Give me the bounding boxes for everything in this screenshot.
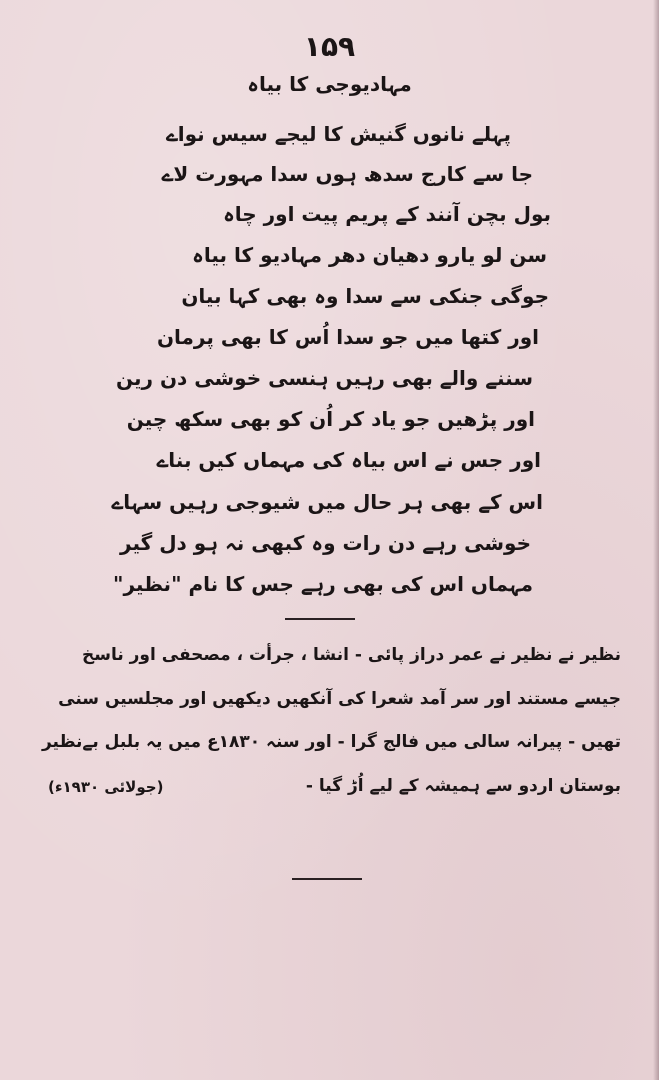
poem-line: خوشی رہے دن رات وہ کبھی نہ ہو دل گیر: [120, 531, 531, 555]
poem-line: سن لو یارو دھیان دھر مہادیو کا بیاہ: [192, 243, 547, 267]
poem-line: جوگی جنکی سے سدا وہ بھی کہا بیان: [181, 284, 549, 308]
note-line: تھیں - پیرانہ سالی میں فالج گرا - اور سنہ ۱۸۳۰ع میں یہ بلبل بےنظیر: [41, 732, 621, 752]
poem-line: اس کے بھی ہر حال میں شیوجی رہیں سہاے: [111, 490, 543, 514]
page-number: ۱۵۹: [303, 30, 356, 63]
note-line: بوستان اردو سے ہمیشہ کے لیے اُڑ گیا -: [305, 776, 621, 796]
poem-line: پہلے نانوں گنیش کا لیجے سیس نواے: [166, 122, 511, 146]
poem-line: بول بچن آنند کے پریم پیت اور چاہ: [223, 202, 551, 226]
poem-line: اور پڑھیں جو یاد کر اُن کو بھی سکھ چین: [126, 407, 535, 431]
date-note: (جولائی ۱۹۳۰ء): [48, 778, 164, 796]
end-divider: [292, 878, 362, 880]
note-line: جیسے مستند اور سر آمد شعرا کی آنکھیں دیکھیں اور مجلسیں سنی: [58, 689, 621, 709]
note-line: نظیر نے نظیر نے عمر دراز پائی - انشا ، جرأت ، مصحفی اور ناسخ: [81, 645, 621, 665]
poem-line: جا سے کارج سدھ ہوں سدا مہورت لاے: [161, 162, 533, 186]
poem-line: سننے والے بھی رہیں ہنسی خوشی دن رین: [116, 366, 533, 390]
poem-line: اور جس نے اس بیاہ کی مہماں کیں بناے: [156, 448, 541, 472]
poem-title: مہادیوجی کا بیاہ: [247, 72, 412, 96]
section-divider: [285, 618, 355, 620]
poem-line: مہماں اس کی بھی رہے جس کا نام "نظیر": [113, 572, 533, 596]
poem-line: اور کتھا میں جو سدا اُس کا بھی پرمان: [156, 325, 539, 349]
